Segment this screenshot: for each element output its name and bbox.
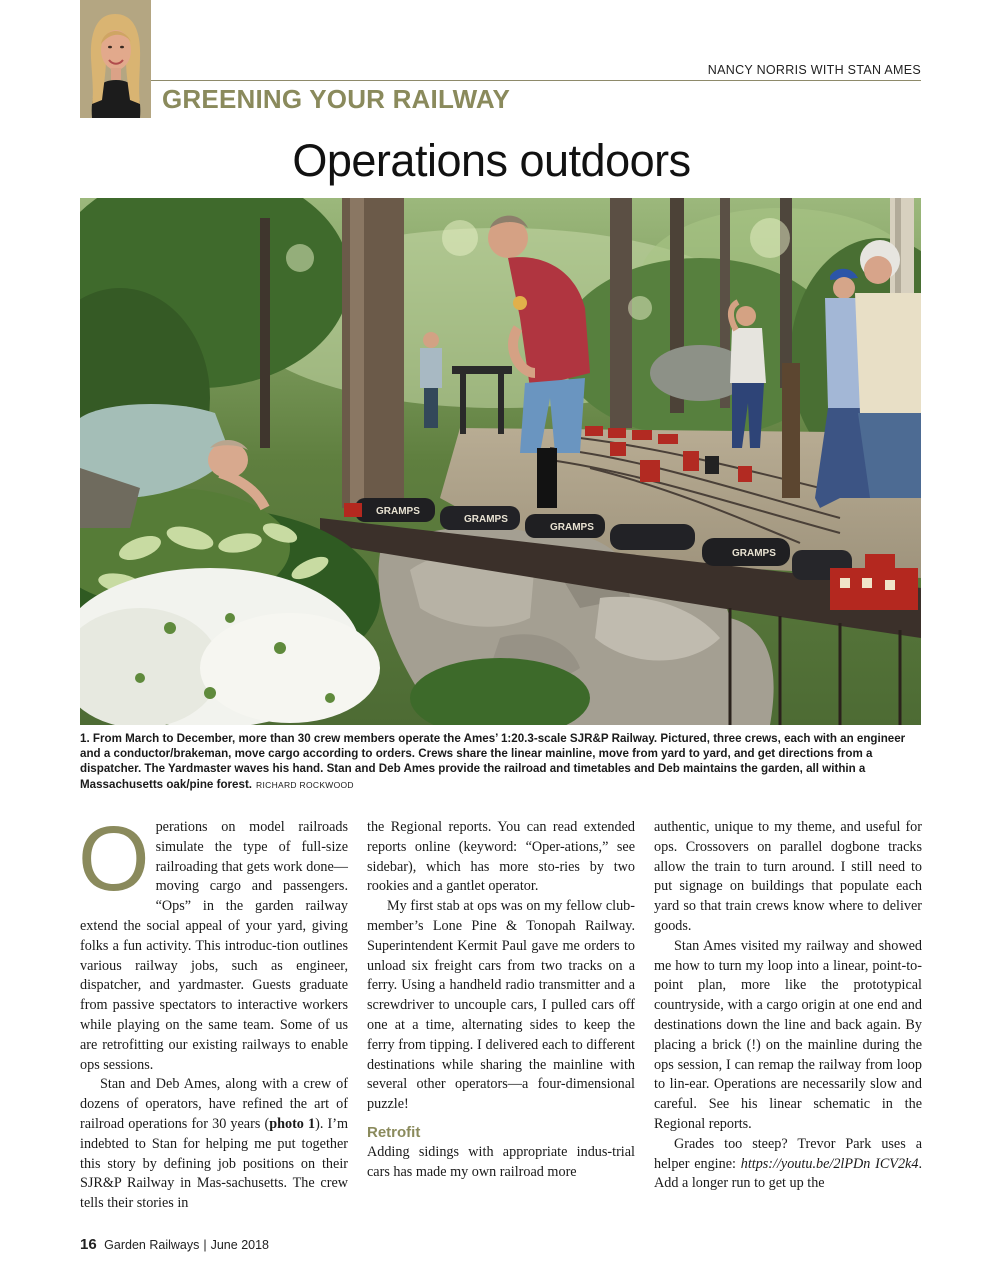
- article-column-1: [78, 808, 348, 1214]
- magazine-name: Garden Railways: [104, 1238, 200, 1252]
- subhead-retrofit: Retrofit: [367, 1123, 421, 1141]
- paragraph-text: ). I’m indebted to Stan for helping me put together this story by defining job positions on their SJR&P Railway in Mas-sachusetts. The crew tells their stories in: [80, 1115, 348, 1212]
- paragraph-text: Stan and Deb Ames, along with a crew of dozens of operators, have refined the art of railroad operations for 30 years (: [80, 1076, 348, 1132]
- paragraph: the Regional reports. You can read extended reports online (keyword: “Oper-ations,” see sidebar), which has more sto-ries by two rookies and a gantlet operator.: [367, 819, 635, 895]
- photo-caption: [80, 731, 922, 793]
- caption-text: 1. From March to December, more than 30 crew members operate the Ames’ 1:20.3-scale SJR&P Railway. Pictured, three crews, each with an engineer and a conductor/brakeman, move cargo according to orders. Crews share the linear mainline, move from yard to yard, and get directions from a dispatcher. The Yardmaster waves his hand. Stan and Deb Ames provide the railroad and timetables and Deb maintains the garden, all within a Massachusetts oak/pine forest.: [80, 732, 906, 791]
- article-column-3: [654, 818, 922, 1194]
- paragraph: [80, 1075, 348, 1214]
- headline: Operations outdoors: [292, 135, 691, 186]
- tank-car-label: GRAMPS: [550, 522, 594, 533]
- page-number: 16: [80, 1236, 97, 1253]
- byline: NANCY NORRIS WITH STAN AMES: [707, 63, 921, 77]
- paragraph-text: perations on model railroads simulate the type of full-size railroading that gets work done—moving cargo and passengers. “Ops” in the garden railway extend the social appeal of your yard, giving folks a fun activity. This introduc-tion outlines various railway jobs, such as engineer, dispatcher, and yardmaster. Guests graduate from passive spectators to interactive workers while playing on the same team. Some of us are retrofitting our existing railways to enable ops sessions.: [80, 819, 348, 1073]
- section-title: GREENING YOUR RAILWAY: [162, 84, 511, 114]
- photo-credit: RICHARD ROCKWOOD: [256, 779, 354, 790]
- paragraph-text: . Add a longer run to get up the: [654, 1155, 922, 1192]
- video-link[interactable]: https://youtu.be/2lPDn ICV2k4: [740, 1155, 919, 1172]
- tank-car-label: GRAMPS: [464, 514, 508, 525]
- article-column-2: [367, 818, 635, 1183]
- footer-separator: |: [203, 1238, 207, 1252]
- paragraph: [654, 1135, 922, 1194]
- paragraph-text: Grades too steep? Trevor Park uses a helper engine:: [654, 1135, 922, 1172]
- paragraph: authentic, unique to my theme, and useful for ops. Crossovers on parallel dogbone tracks allow the train to turn around. I still need to put signage on buildings that populate each yard so that train crews know where to deliver goods.: [654, 819, 922, 934]
- author-portrait: [80, 0, 151, 118]
- tank-car-label: GRAMPS: [376, 506, 420, 517]
- header-rule: [151, 80, 921, 81]
- paragraph: Adding sidings with appropriate indus-trial cars has made my own railroad more: [367, 1143, 635, 1180]
- drop-cap: O: [78, 808, 150, 910]
- tank-car-label: GRAMPS: [732, 548, 776, 559]
- paragraph: Stan Ames visited my railway and showed me how to turn my loop into a linear, point-to-point plan, more like the prototypical countryside, with a cargo origin at one end and destinations down the line and back again. By placing a brick (!) on the mainline during the ops session, I can remap the railway from loop to lin-ear. Operations are necessarily slow and careful. See his linear schematic in the Regional reports.: [654, 937, 922, 1132]
- page-footer: [80, 1236, 269, 1253]
- issue-date: June 2018: [210, 1238, 269, 1252]
- paragraph: [78, 808, 348, 1075]
- photo-reference: photo 1: [269, 1115, 316, 1132]
- photo-garden-railway: [80, 198, 921, 725]
- paragraph: My first stab at ops was on my fellow club-member’s Lone Pine & Tonopah Railway. Superintendent Kermit Paul gave me orders to unload six freight cars from two tracks on a ferry. Using a handheld radio transmitter and a screwdriver to uncouple cars, I pulled cars off one at a time, alternating sides to keep the ferry from tipping. I delivered each to different destinations while sharing the mainline with several other operators—a four-dimensional puzzle!: [367, 898, 635, 1113]
